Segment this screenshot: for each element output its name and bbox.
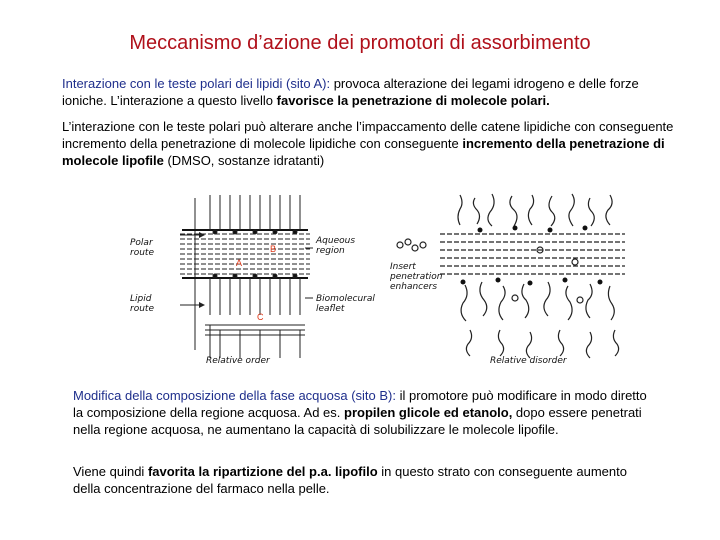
packing-tail: (DMSO, sostanze idratanti) [163, 153, 325, 168]
paragraph-site-b [73, 387, 653, 438]
packing-emphasis: incremento della penetrazione di molecole lipofile [62, 136, 665, 168]
paragraph-site-a [62, 75, 682, 109]
relative-disorder-label: Relative disorder [490, 356, 567, 366]
membrane-illustration [120, 190, 630, 370]
membrane-diagram [120, 190, 630, 370]
site-c-marker: C [257, 312, 264, 322]
site-a-text: provoca alterazione dei legami idrogeno e delle forze ioniche. L’interazione a questo livello [62, 76, 639, 108]
aqueous-region-label: Aqueous region [316, 236, 356, 256]
ordered-bilayer [180, 195, 313, 358]
partition-text: Viene quindi [73, 464, 148, 479]
site-b-marker: B [270, 244, 277, 254]
lipid-route-label: Lipid route [130, 294, 154, 314]
biomolecular-leaflet-label: Biomolecural leaflet [316, 294, 375, 314]
paragraph-partition [73, 463, 653, 497]
polar-route-label: Polar route [130, 238, 154, 258]
partition-tail: in questo strato con conseguente aumento della concentrazione del farmaco nella pelle. [73, 464, 627, 496]
site-b-text-2: dopo essere penetrati nella regione acquosa, ne aumentano la capacità di solubilizzare le molecole lipofile. [73, 405, 642, 437]
site-a-heading: Interazione con le teste polari dei lipidi (sito A): [62, 76, 331, 91]
site-b-text: il promotore può modificare in modo diretto la composizione della regione acquosa. Ad es. [73, 388, 647, 420]
paragraph-lipid-packing [62, 118, 682, 169]
insert-enhancers-label: Insert penetration enhancers [390, 262, 443, 292]
site-a-marker: A [236, 258, 243, 268]
slide-title: Meccanismo d’azione dei promotori di assorbimento [129, 32, 591, 54]
partition-emphasis: favorita la ripartizione del p.a. lipofilo [147, 464, 378, 479]
site-b-emphasis: propilen glicole ed etanolo, [344, 405, 513, 420]
packing-text: L’interazione con le teste polari può alterare anche l’impaccamento delle catene lipidiche con conseguente incremento della penetrazione di molecole lipidiche con conseguente [62, 119, 674, 151]
site-b-heading: Modifica della composizione della fase acquosa (sito B): [73, 388, 397, 403]
relative-order-label: Relative order [206, 356, 270, 366]
site-a-emphasis: favorisce la penetrazione di molecole polari. [276, 93, 550, 108]
